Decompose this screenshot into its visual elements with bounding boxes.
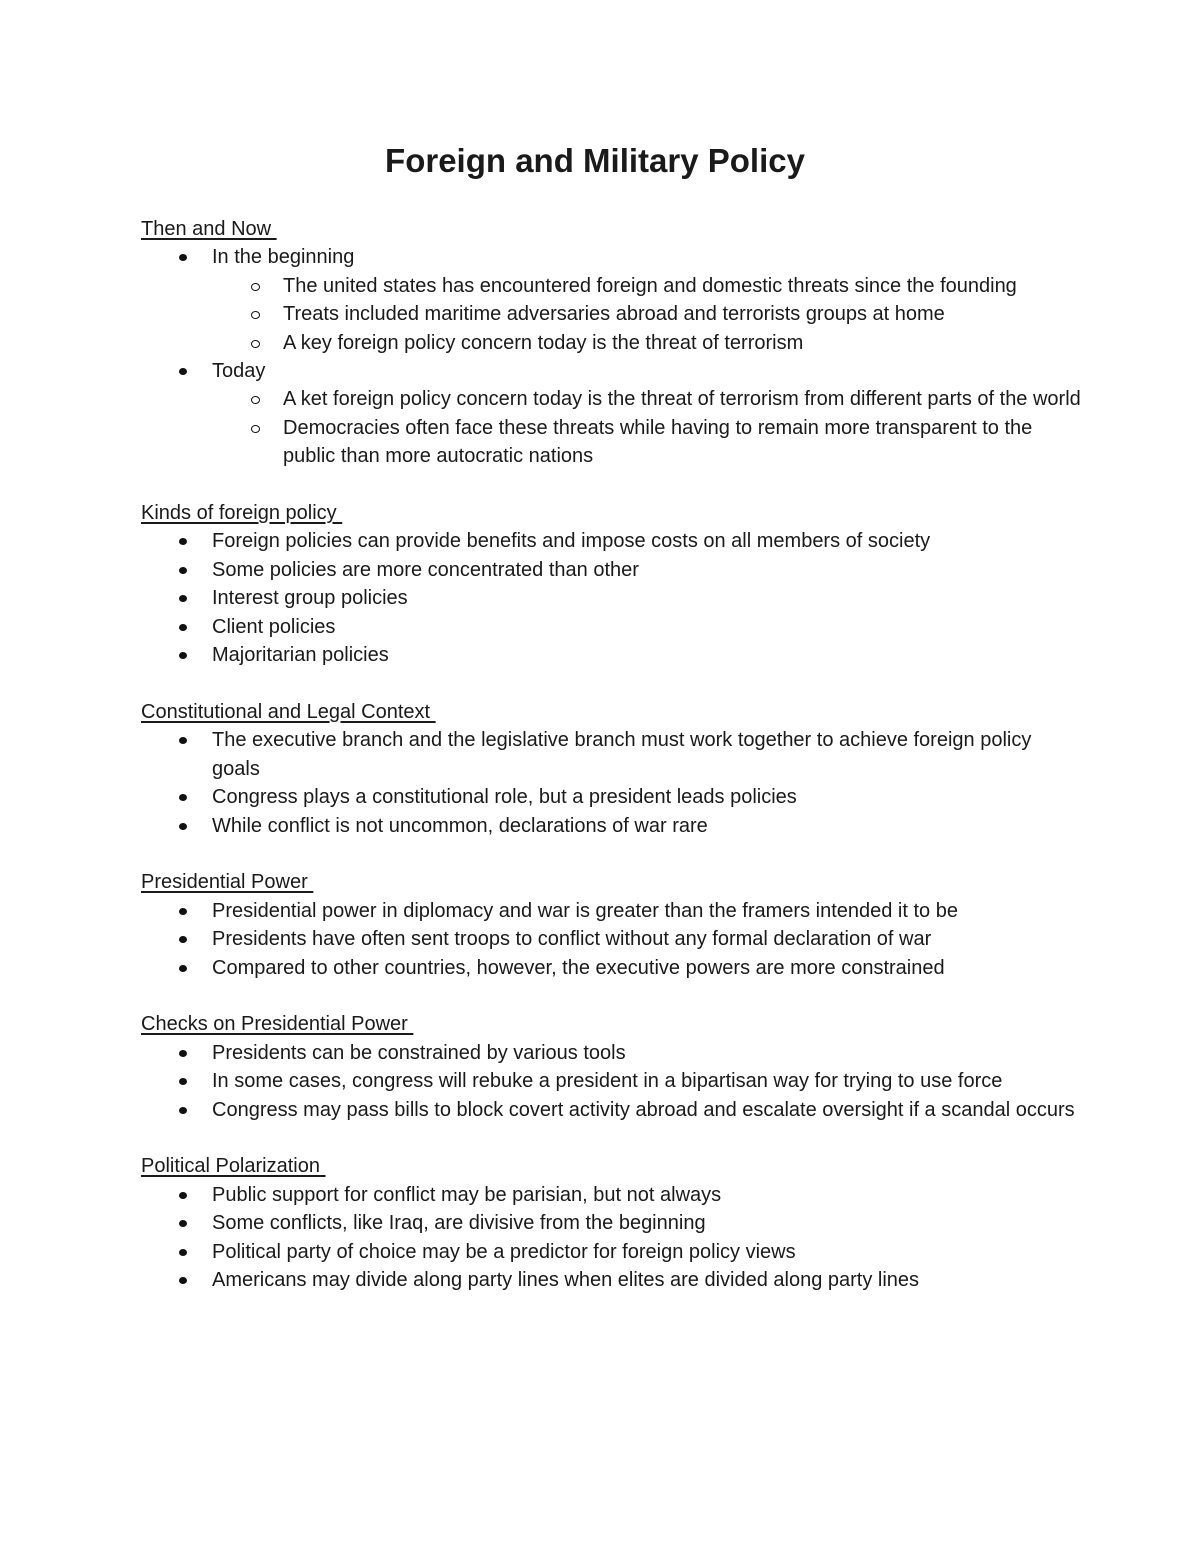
filled-bullet-icon — [179, 254, 187, 261]
list-item-text: Congress may pass bills to block covert activity abroad and escalate oversight if a scandal occurs — [212, 1098, 1075, 1121]
list-item-text: Presidents can be constrained by various tools — [212, 1041, 626, 1064]
list-item — [141, 783, 1081, 811]
section — [141, 1152, 1081, 1294]
section — [141, 868, 1081, 982]
filled-bullet-icon — [179, 1050, 187, 1057]
sub-list-item — [141, 272, 1081, 300]
list-item — [141, 812, 1081, 840]
list-item-text: Political party of choice may be a predictor for foreign policy views — [212, 1240, 796, 1263]
filled-bullet-icon — [179, 794, 187, 801]
list-item — [141, 1096, 1081, 1124]
section-heading: Checks on Presidential Power — [141, 1013, 414, 1036]
list-item — [141, 1039, 1081, 1067]
filled-bullet-icon — [179, 624, 187, 631]
filled-bullet-icon — [179, 652, 187, 659]
hollow-bullet-icon — [251, 396, 260, 404]
filled-bullet-icon — [179, 368, 187, 375]
list-item-text: In some cases, congress will rebuke a president in a bipartisan way for trying to use force — [212, 1070, 1003, 1093]
sub-list-item — [141, 300, 1081, 328]
list-item — [141, 954, 1081, 982]
bullet-list — [141, 1181, 1081, 1295]
list-item-text: Interest group policies — [212, 587, 408, 610]
filled-bullet-icon — [179, 1249, 187, 1256]
filled-bullet-icon — [179, 936, 187, 943]
list-item-text: Compared to other countries, however, the executive powers are more constrained — [212, 956, 945, 979]
list-item-text: Some policies are more concentrated than other — [212, 558, 639, 581]
list-item — [141, 641, 1081, 669]
page-title: Foreign and Military Policy — [385, 142, 805, 179]
bullet-list — [141, 726, 1081, 840]
hollow-bullet-icon — [251, 340, 260, 348]
section-heading: Presidential Power — [141, 871, 314, 894]
list-item — [141, 1067, 1081, 1095]
list-item-text: Majoritarian policies — [212, 644, 389, 667]
bullet-list — [141, 527, 1081, 669]
list-item-text: Americans may divide along party lines when elites are divided along party lines — [212, 1268, 920, 1291]
sub-bullet-list — [212, 385, 1081, 470]
filled-bullet-icon — [179, 908, 187, 915]
list-item — [141, 584, 1081, 612]
sub-list-item — [141, 414, 1081, 471]
sub-list-item-text: The united states has encountered foreign and domestic threats since the founding — [283, 274, 1017, 297]
list-item — [141, 1209, 1081, 1237]
filled-bullet-icon — [179, 737, 187, 744]
section-heading: Constitutional and Legal Context — [141, 700, 436, 723]
bullet-list — [141, 1039, 1081, 1124]
sub-list-item — [141, 329, 1081, 357]
filled-bullet-icon — [179, 1107, 187, 1114]
hollow-bullet-icon — [251, 425, 260, 433]
sub-list-item — [141, 385, 1081, 413]
list-item-text: Congress plays a constitutional role, but a president leads policies — [212, 786, 797, 809]
bullet-list — [141, 243, 1081, 470]
filled-bullet-icon — [179, 965, 187, 972]
sub-list-item-text: A ket foreign policy concern today is the threat of terrorism from different parts of the world — [283, 388, 1081, 411]
list-item-text: Today — [212, 360, 266, 383]
bullet-list — [141, 897, 1081, 982]
list-item-text: Presidents have often sent troops to conflict without any formal declaration of war — [212, 928, 932, 951]
hollow-bullet-icon — [251, 283, 260, 291]
filled-bullet-icon — [179, 1192, 187, 1199]
list-item — [141, 925, 1081, 953]
hollow-bullet-icon — [251, 311, 260, 319]
filled-bullet-icon — [179, 1277, 187, 1284]
section — [141, 698, 1081, 840]
list-item-text: Foreign policies can provide benefits and impose costs on all members of society — [212, 530, 931, 553]
section-heading: Political Polarization — [141, 1155, 326, 1178]
list-item-text: Public support for conflict may be parisian, but not always — [212, 1183, 722, 1206]
filled-bullet-icon — [179, 595, 187, 602]
list-item — [141, 1266, 1081, 1294]
sub-list-item-text: Democracies often face these threats while having to remain more transparent to the public than more autocratic nations — [283, 416, 1033, 468]
list-item — [141, 556, 1081, 584]
list-item — [141, 897, 1081, 925]
filled-bullet-icon — [179, 567, 187, 574]
section-heading: Then and Now — [141, 218, 277, 240]
filled-bullet-icon — [179, 1220, 187, 1227]
filled-bullet-icon — [179, 1078, 187, 1085]
list-item — [141, 726, 1081, 783]
list-item — [141, 243, 1081, 357]
sub-bullet-list — [212, 272, 1081, 357]
list-item-text: In the beginning — [212, 246, 355, 269]
list-item — [141, 613, 1081, 641]
list-item-text: Some conflicts, like Iraq, are divisive from the beginning — [212, 1212, 706, 1235]
list-item-text: Presidential power in diplomacy and war is greater than the framers intended it to be — [212, 899, 958, 922]
list-item — [141, 1181, 1081, 1209]
filled-bullet-icon — [179, 823, 187, 830]
document-body — [141, 215, 1081, 1323]
list-item — [141, 527, 1081, 555]
section — [141, 1010, 1081, 1124]
list-item — [141, 357, 1081, 471]
section — [141, 499, 1081, 669]
list-item-text: Client policies — [212, 615, 336, 638]
list-item — [141, 1238, 1081, 1266]
filled-bullet-icon — [179, 538, 187, 545]
sub-list-item-text: Treats included maritime adversaries abroad and terrorists groups at home — [283, 303, 945, 326]
list-item-text: While conflict is not uncommon, declarations of war rare — [212, 814, 708, 837]
section-heading: Kinds of foreign policy — [141, 502, 343, 525]
list-item-text: The executive branch and the legislative branch must work together to achieve foreign policy goals — [212, 729, 1032, 780]
sub-list-item-text: A key foreign policy concern today is the threat of terrorism — [283, 331, 804, 354]
section — [141, 215, 1081, 471]
